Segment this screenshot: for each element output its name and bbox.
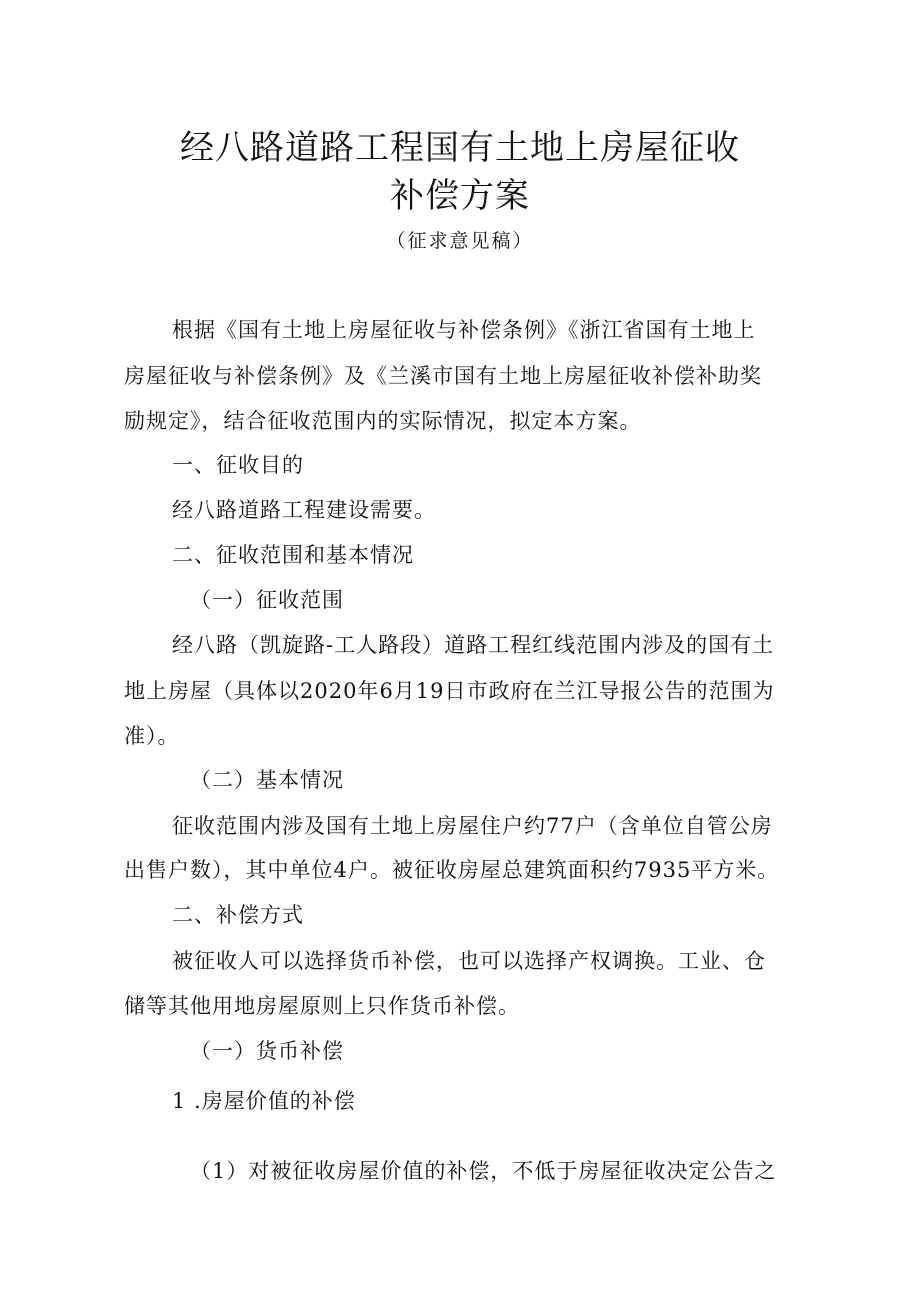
paragraph-line: 励规定》，结合征收范围内的实际情况，拟定本方案。: [124, 409, 642, 433]
paragraph-line: （1）对被征收房屋价值的补偿，不低于房屋征收决定公告之: [190, 1159, 777, 1183]
paragraph-line: 被征收人可以选择货币补偿，也可以选择产权调换。工业、仓: [172, 949, 766, 973]
section-heading: 二、补偿方式: [172, 903, 304, 927]
paragraph-line: 征收范围内涉及国有土地上房屋住户约77户（含单位自管公房: [172, 814, 773, 838]
section-heading: 二、征收范围和基本情况: [172, 543, 414, 567]
document-title-line-2: 补偿方案: [390, 176, 530, 216]
paragraph-line: 准）。: [124, 724, 180, 748]
paragraph-line: 经八路（凯旋路-工人路段）道路工程红线范围内涉及的国有土: [172, 633, 775, 657]
paragraph-line: 储等其他用地房屋原则上只作货币补偿。: [124, 994, 520, 1018]
paragraph-line: 房屋征收与补偿条例》及《兰溪市国有土地上房屋征收补偿补助奖: [124, 364, 762, 388]
paragraph-line: 地上房屋（具体以2020年6月19日市政府在兰江导报公告的范围为: [124, 679, 775, 703]
paragraph-line: 经八路道路工程建设需要。: [172, 498, 436, 522]
paragraph-line: 根据《国有土地上房屋征收与补偿条例》《浙江省国有土地上: [172, 318, 756, 342]
document-title-line-1: 经八路道路工程国有土地上房屋征收: [180, 128, 740, 168]
subsection-heading: （二）基本情况: [190, 768, 344, 792]
subsection-heading: （一）货币补偿: [190, 1039, 344, 1063]
section-heading: 一、征收目的: [172, 453, 304, 477]
item-heading: 1 .房屋价值的补偿: [172, 1089, 356, 1113]
document-subtitle: （征求意见稿）: [386, 230, 534, 252]
paragraph-line: 出售户数），其中单位4户。被征收房屋总建筑面积约7935平方米。: [124, 858, 780, 882]
subsection-heading: （一）征收范围: [190, 588, 344, 612]
